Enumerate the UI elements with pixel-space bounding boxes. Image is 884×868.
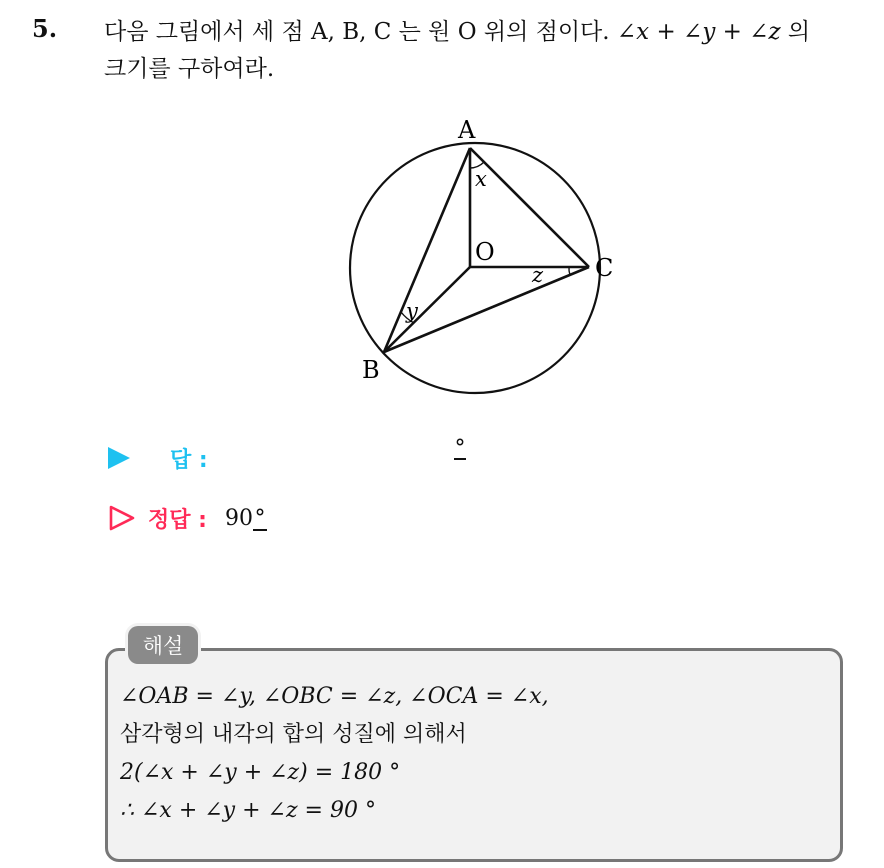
correct-answer-value: 90° (224, 505, 266, 531)
label-x: x (475, 167, 487, 191)
question-line-1: 다음 그림에서 세 점 A, B, C 는 원 O 위의 점이다. ∠x + ∠y + ∠z 의 (104, 19, 811, 45)
question-line-2: 크기를 구하여라. (104, 56, 275, 82)
outline-triangle-icon (108, 504, 136, 532)
label-o: O (475, 238, 495, 266)
explanation-line-4: ∴ ∠x + ∠y + ∠z = 90 ° (120, 798, 376, 823)
answer-label: 답 : (170, 447, 208, 473)
explanation-line-1: ∠OAB = ∠y, ∠OBC = ∠z, ∠OCA = ∠x, (120, 684, 549, 709)
answer-blank[interactable] (454, 436, 466, 461)
question-text (104, 14, 874, 88)
correct-answer-label: 정답 : (148, 507, 207, 533)
question-math: ∠x + ∠y + ∠z (616, 19, 781, 45)
question-number: 5. (32, 14, 58, 43)
label-c: C (595, 254, 614, 282)
label-y: y (406, 299, 418, 323)
explanation-body (120, 678, 820, 830)
play-triangle-icon (108, 447, 130, 469)
label-b: B (362, 356, 380, 384)
explanation-line-3: 2(∠x + ∠y + ∠z) = 180 ° (120, 760, 401, 785)
answer-unit: ° (454, 436, 466, 461)
circle-figure (330, 110, 614, 400)
segment-ob (384, 267, 470, 352)
correct-answer-unit: ° (254, 505, 266, 531)
label-a: A (458, 116, 476, 144)
label-z: z (532, 263, 544, 287)
explanation-line-2: 삼각형의 내각의 합의 성질에 의해서 (120, 722, 467, 747)
explanation-tag: 해설 (128, 626, 198, 664)
answer-row (108, 436, 466, 476)
correct-answer-row (108, 500, 267, 536)
